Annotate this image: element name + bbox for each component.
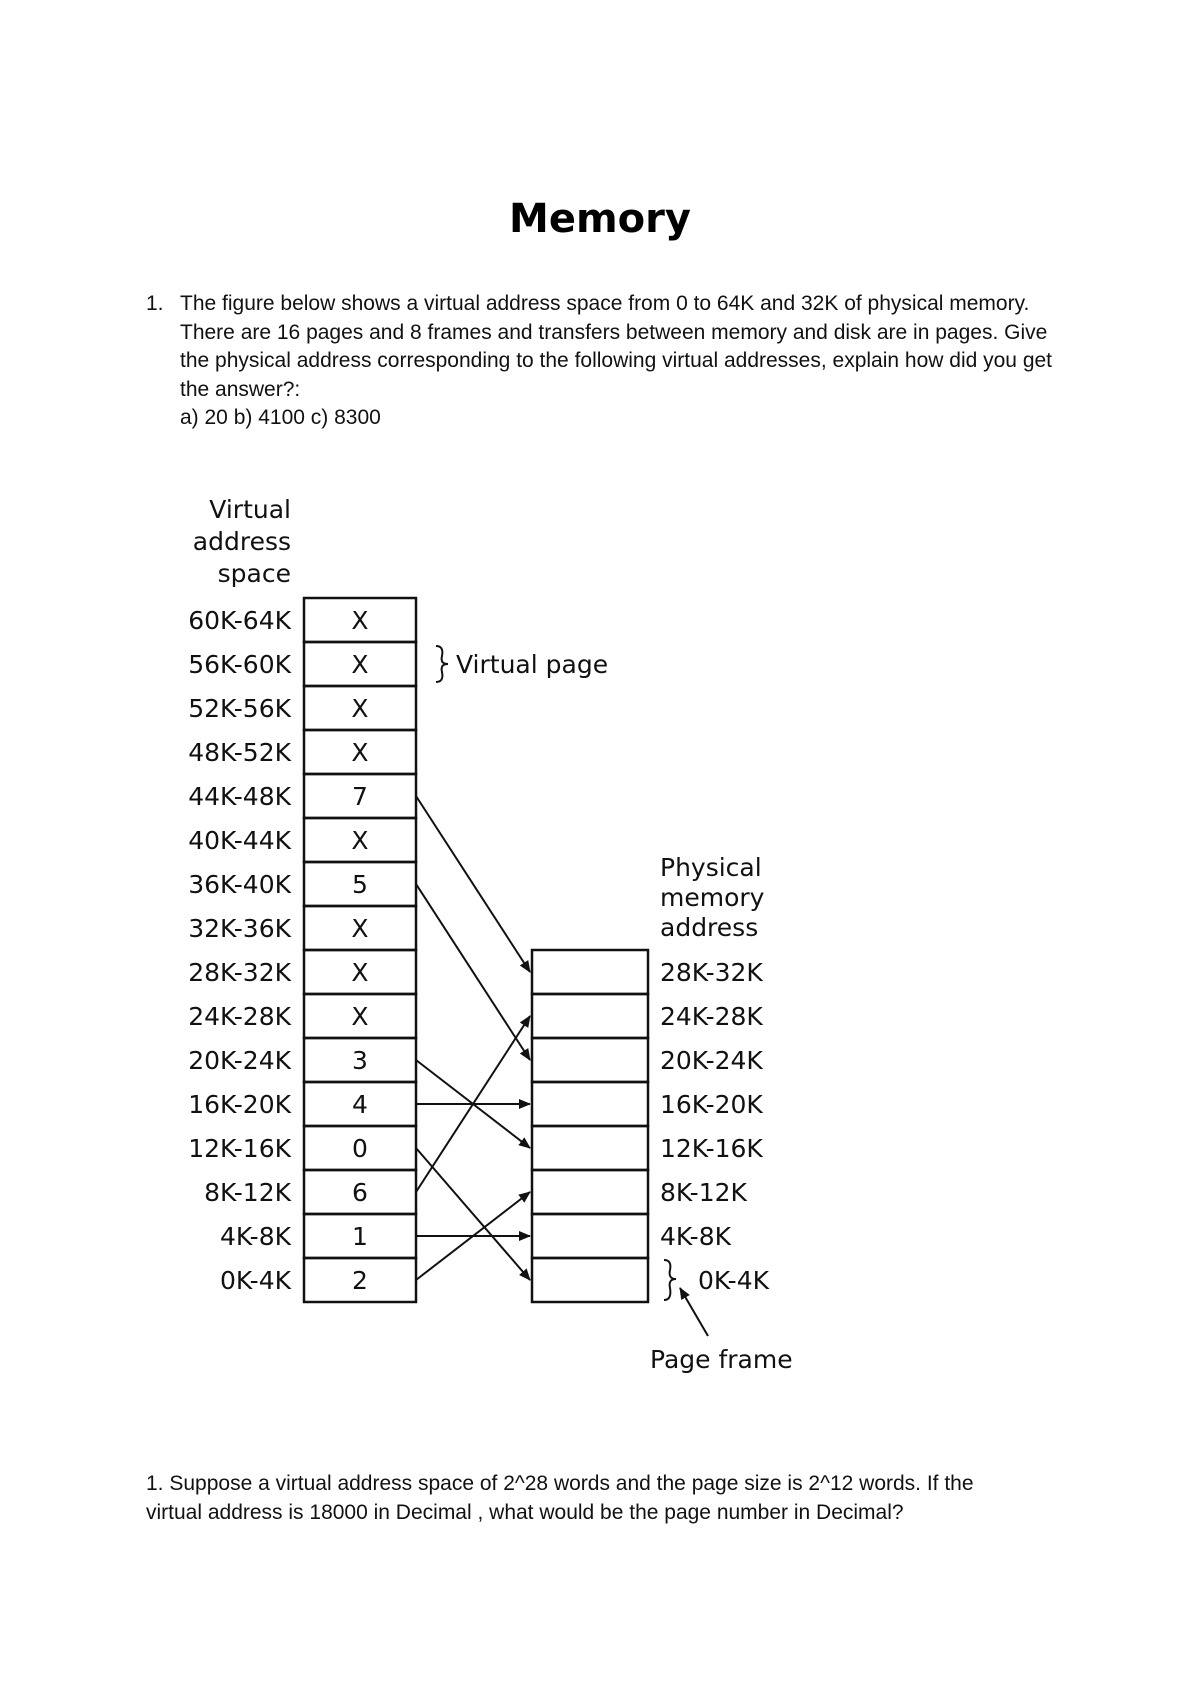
virtual-page-entry: 2	[352, 1266, 368, 1295]
physical-frame-cell	[532, 1126, 648, 1170]
virtual-page-entry: X	[351, 738, 369, 767]
virtual-page-entry: 1	[352, 1222, 368, 1251]
physical-heading-line: Physical	[660, 853, 762, 882]
virtual-page-entry: X	[351, 826, 369, 855]
mapping-arrow	[416, 796, 530, 972]
virtual-page-range-label: 60K-64K	[188, 606, 291, 635]
question-2-line-1: 1. Suppose a virtual address space of 2^28 words and the page size is 2^12 words. If the	[146, 1472, 974, 1495]
physical-frame-range-label: 0K-4K	[698, 1266, 769, 1295]
page-frame-label: Page frame	[650, 1345, 793, 1374]
virtual-page-range-label: 40K-44K	[188, 826, 291, 855]
physical-frame-cell	[532, 950, 648, 994]
virtual-heading-line: Virtual	[209, 495, 291, 524]
physical-memory-heading	[660, 853, 765, 942]
physical-frame-cell	[532, 1082, 648, 1126]
mapping-arrow	[416, 884, 530, 1060]
virtual-page-range-label: 24K-28K	[188, 1002, 291, 1031]
virtual-page-range-label: 12K-16K	[188, 1134, 291, 1163]
virtual-page-range-label: 20K-24K	[188, 1046, 291, 1075]
virtual-page-range-label: 8K-12K	[204, 1178, 291, 1207]
virtual-page-entry: 0	[352, 1134, 368, 1163]
question-1-text: The figure below shows a virtual address space from 0 to 64K and 32K of physical memory. There are 16 pages and 8 frames and transfers between memory and disk are in pages. Give the physical address corresponding to the following virtual addresses, explain how did you get the answer?:	[180, 292, 1053, 401]
virtual-address-space-heading	[193, 495, 291, 588]
physical-frame-cell	[532, 1214, 648, 1258]
physical-frame-cell	[532, 1170, 648, 1214]
virtual-page-table	[188, 598, 416, 1302]
virtual-page-entry: X	[351, 1002, 369, 1031]
virtual-page-entry: 3	[352, 1046, 368, 1075]
question-1-number: 1.	[146, 292, 164, 315]
physical-heading-line: address	[660, 913, 759, 942]
physical-frame-cell	[532, 1258, 648, 1302]
physical-frame-range-label: 16K-20K	[660, 1090, 763, 1119]
virtual-page-entry: 7	[352, 782, 368, 811]
page-title: Memory	[509, 196, 691, 242]
virtual-page-range-label: 0K-4K	[220, 1266, 291, 1295]
virtual-page-entry: X	[351, 914, 369, 943]
physical-heading-line: memory	[660, 883, 765, 912]
virtual-page-brace	[436, 646, 448, 682]
question-2-line-2: virtual address is 18000 in Decimal , what would be the page number in Decimal?	[146, 1500, 904, 1524]
physical-frame-cell	[532, 1038, 648, 1082]
physical-frame-table	[532, 950, 770, 1302]
virtual-page-label: Virtual page	[456, 650, 609, 679]
virtual-page-entry: X	[351, 694, 369, 723]
virtual-page-entry: X	[351, 606, 369, 635]
virtual-heading-line: address	[192, 527, 291, 556]
physical-frame-range-label: 12K-16K	[660, 1134, 763, 1163]
physical-frame-range-label: 4K-8K	[660, 1222, 731, 1251]
physical-frame-range-label: 28K-32K	[660, 958, 763, 987]
virtual-page-range-label: 32K-36K	[188, 914, 291, 943]
virtual-page-range-label: 44K-48K	[188, 782, 291, 811]
mapping-arrow	[416, 1148, 530, 1280]
question-1-parts: a) 20 b) 4100 c) 8300	[180, 406, 381, 429]
virtual-page-range-label: 36K-40K	[188, 870, 291, 899]
virtual-page-entry: 4	[352, 1090, 368, 1119]
virtual-page-entry: 5	[352, 870, 368, 899]
virtual-heading-line: space	[217, 559, 291, 588]
virtual-page-range-label: 16K-20K	[188, 1090, 291, 1119]
physical-frame-cell	[532, 994, 648, 1038]
virtual-page-range-label: 28K-32K	[188, 958, 291, 987]
page-frame-brace	[664, 1260, 676, 1300]
mapping-arrows	[416, 796, 530, 1280]
physical-frame-range-label: 20K-24K	[660, 1046, 763, 1075]
physical-frame-range-label: 8K-12K	[660, 1178, 747, 1207]
virtual-page-range-label: 48K-52K	[188, 738, 291, 767]
virtual-page-range-label: 4K-8K	[220, 1222, 291, 1251]
virtual-page-entry: X	[351, 650, 369, 679]
virtual-page-entry: X	[351, 958, 369, 987]
page-frame-pointer	[680, 1288, 708, 1336]
virtual-page-range-label: 52K-56K	[188, 694, 291, 723]
virtual-page-range-label: 56K-60K	[188, 650, 291, 679]
physical-frame-range-label: 24K-28K	[660, 1002, 763, 1031]
question-2	[146, 1470, 1066, 1527]
virtual-page-entry: 6	[352, 1178, 368, 1207]
